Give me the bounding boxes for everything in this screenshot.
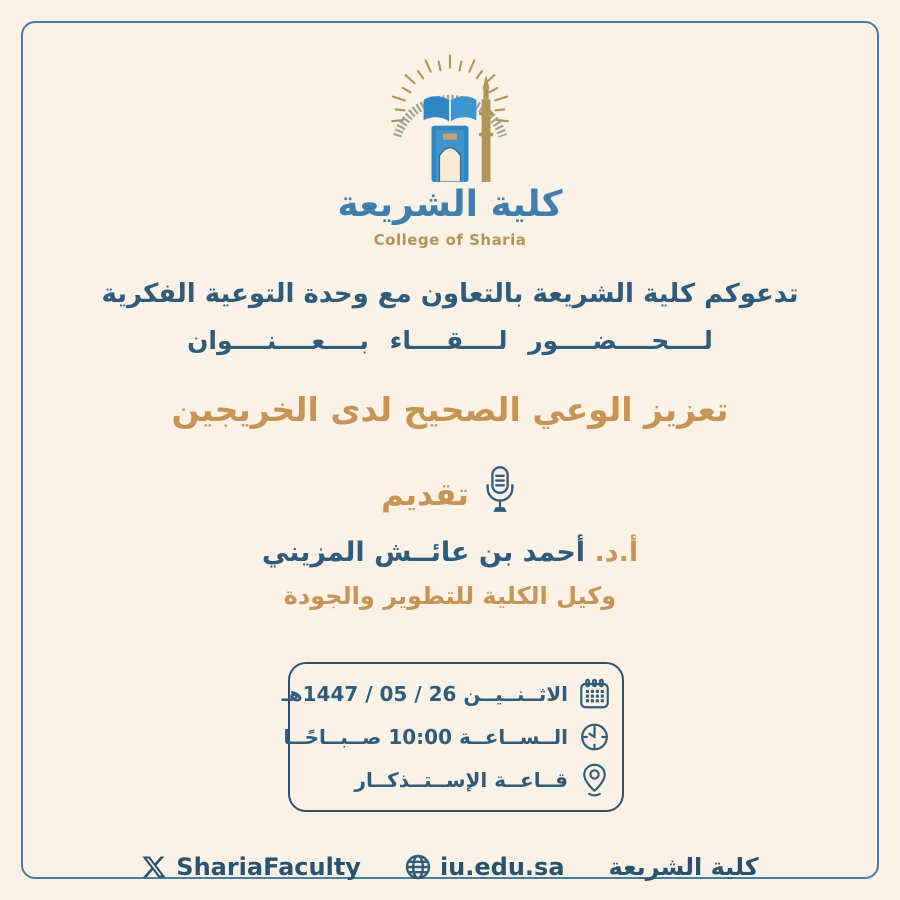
footer xyxy=(0,853,900,881)
college-logo xyxy=(0,50,900,249)
event-time: الــســاعــة 10:00 صــبــاحًــا xyxy=(283,724,568,749)
university-emblem-icon xyxy=(362,50,538,182)
event-date: الاثــنــيــن 26 / 05 / 1447هـ xyxy=(281,681,568,706)
calendar-icon xyxy=(579,677,610,711)
website-url: iu.edu.sa xyxy=(439,853,565,881)
footer-college-name xyxy=(609,853,759,881)
event-location-row xyxy=(302,763,610,797)
footer-website xyxy=(405,853,565,881)
event-details-box xyxy=(281,662,624,812)
college-name-text: كلية الشريعة xyxy=(608,853,759,881)
location-pin-icon xyxy=(579,763,610,797)
logo-calligraphy: كلية الشريعة xyxy=(337,184,563,225)
event-location: قــاعــة الإســتــذكــار xyxy=(354,768,568,793)
presentation-row xyxy=(0,464,900,518)
presenter-role: وكيل الكلية للتطوير والجودة xyxy=(283,582,617,610)
clock-icon xyxy=(579,720,610,754)
x-twitter-icon xyxy=(141,854,167,880)
globe-icon xyxy=(405,854,431,880)
event-title: تعزيز الوعي الصحيح لدى الخريجين xyxy=(171,390,729,429)
invitation-line2: لــــحــــضــــور لــــقــــاء بــــعــــنــــوان xyxy=(187,326,713,355)
invitation-line1: تدعوكم كلية الشريعة بالتعاون مع وحدة التوعية الفكرية xyxy=(101,279,799,309)
event-date-row xyxy=(281,677,610,711)
twitter-handle: ShariaFaculty xyxy=(176,853,361,881)
presenter-title-prefix: أ.د. xyxy=(594,537,639,568)
invitation-text xyxy=(40,279,860,355)
presentation-label: تقديم xyxy=(381,477,469,513)
presenter-name xyxy=(0,537,900,568)
footer-twitter xyxy=(141,853,361,881)
presenter-full-name: أحمد بن عائــش المزيني xyxy=(261,537,586,568)
microphone-icon xyxy=(481,464,519,518)
logo-subtitle: College of Sharia xyxy=(373,231,527,249)
event-time-row xyxy=(283,720,610,754)
